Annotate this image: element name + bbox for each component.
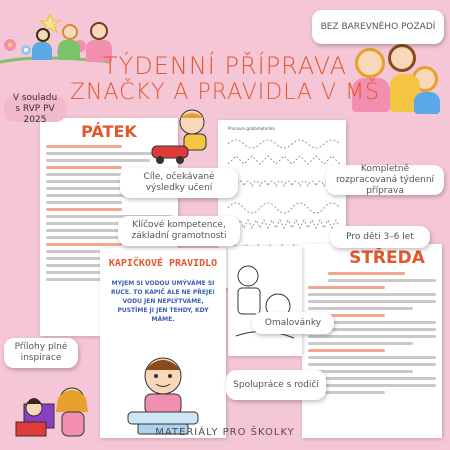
page-title-line1: TÝDENNÍ PŘÍPRAVA	[102, 52, 348, 80]
coloring-page-document	[228, 246, 302, 356]
parents-cooperation-badge: Spolupráce s rodiči	[226, 370, 326, 400]
key-competences-badge: Klíčové kompetence, základní gramotnosti	[118, 216, 240, 246]
child-washing-hands-illustration	[100, 348, 226, 438]
poster-title: KAPIČKOVÉ PRAVIDLO	[108, 258, 218, 269]
coloring-pages-badge: Omalovánky	[252, 312, 334, 334]
boy-with-car-illustration	[148, 108, 228, 168]
wednesday-heading: STŘEDA	[349, 248, 425, 268]
water-rule-poster	[100, 248, 226, 438]
age-range-badge: Pro děti 3–6 let	[330, 226, 430, 248]
wednesday-plan-document	[302, 244, 442, 438]
learning-goals-badge: Cíle, očekávané výsledky učení	[120, 168, 238, 198]
rvp-compliance-label: V souladu s RVP PV 2025	[4, 96, 66, 122]
coloring-illustration	[228, 246, 302, 356]
girl-reading-illustration	[2, 378, 102, 450]
complete-plan-badge: Kompletně rozpracovaná týdenní příprava	[326, 165, 444, 195]
poster-text: MYJEM SI VODOU UMÝVÁME SI RUCE. TO KAPIČ ALE NE PŘEJE! VODU JEN NEPLÝTVÁME, PUSTÍME JI JEN TEHDY, KDY MÁME.	[110, 280, 216, 323]
footer-label: MATERIÁLY PRO ŠKOLKY	[155, 427, 295, 438]
page-title-line2: ZNAČKY A PRAVIDLA V MŠ	[69, 80, 381, 105]
friday-heading: PÁTEK	[81, 122, 137, 141]
appendix-badge: Přílohy plné inspirace	[4, 338, 78, 368]
worksheet-title: Pracovní grafomotorika	[228, 126, 275, 131]
no-color-background-badge: BEZ BAREVNÉHO POZADÍ	[312, 10, 444, 44]
